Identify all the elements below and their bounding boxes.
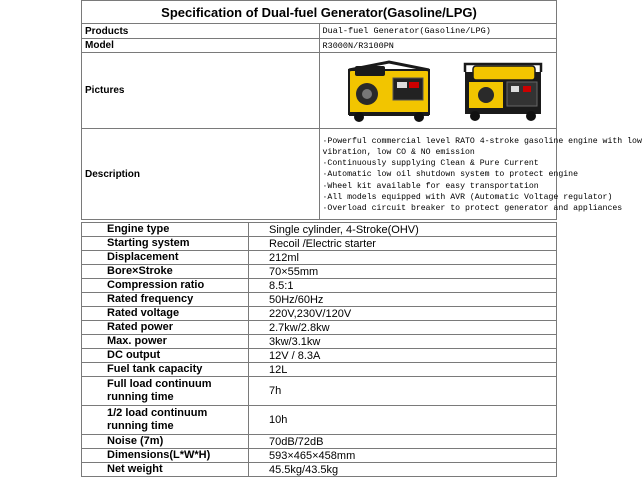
spec-value: 70×55mm xyxy=(249,265,557,279)
description-cell xyxy=(319,129,642,220)
spec-value: 7h xyxy=(249,377,557,406)
spec-key: 1/2 load continuum running time xyxy=(82,406,249,435)
spec-key: Noise (7m) xyxy=(82,435,249,449)
spec-value: 8.5:1 xyxy=(249,279,557,293)
page-title: Specification of Dual-fuel Generator(Gasoline/LPG) xyxy=(82,1,557,24)
description-line: ·Wheel kit available for easy transportation xyxy=(322,181,539,191)
spec-row xyxy=(82,335,557,349)
spec-row xyxy=(82,265,557,279)
header-table xyxy=(81,0,642,220)
spec-row xyxy=(82,279,557,293)
description-line: ·All models equipped with AVR (Automatic Voltage regulator) xyxy=(322,192,613,202)
products-label: Products xyxy=(82,24,320,39)
products-value: Dual-fuel Generator(Gasoline/LPG) xyxy=(319,24,557,39)
spec-row xyxy=(82,237,557,251)
spec-value: 212ml xyxy=(249,251,557,265)
spec-row xyxy=(82,307,557,321)
spec-key: Dimensions(L*W*H) xyxy=(82,449,249,463)
spec-row xyxy=(82,223,557,237)
pictures-row xyxy=(82,53,557,129)
description-line: ·Automatic low oil shutdown system to protect engine xyxy=(322,170,578,180)
spec-row xyxy=(82,363,557,377)
description-line: vibration, low CO & NO emission xyxy=(322,147,475,157)
specification-table xyxy=(81,222,557,477)
description-row xyxy=(82,129,557,220)
spec-key: Starting system xyxy=(82,237,249,251)
spec-value: 70dB/72dB xyxy=(249,435,557,449)
spec-key: Rated power xyxy=(82,321,249,335)
spec-key: Engine type xyxy=(82,223,249,237)
spec-key: DC output xyxy=(82,349,249,363)
pictures-cell xyxy=(319,53,557,129)
model-row xyxy=(82,39,557,53)
spec-value: 45.5kg/43.5kg xyxy=(249,463,557,477)
pictures-label: Pictures xyxy=(82,53,320,129)
spec-key: Fuel tank capacity xyxy=(82,363,249,377)
spec-key: Bore×Stroke xyxy=(82,265,249,279)
spec-key: Displacement xyxy=(82,251,249,265)
spec-value: 3kw/3.1kw xyxy=(249,335,557,349)
spec-row xyxy=(82,449,557,463)
model-label: Model xyxy=(82,39,320,53)
spec-key: Full load continuum running time xyxy=(82,377,249,406)
spec-row xyxy=(82,463,557,477)
generator-photo-1 xyxy=(345,60,433,122)
spec-value: 2.7kw/2.8kw xyxy=(249,321,557,335)
spec-row xyxy=(82,293,557,307)
spec-value: 50Hz/60Hz xyxy=(249,293,557,307)
description-line: ·Continuously supplying Clean & Pure Current xyxy=(322,159,539,169)
spec-value: 220V,230V/120V xyxy=(249,307,557,321)
spec-row xyxy=(82,377,557,406)
spec-value: 12V / 8.3A xyxy=(249,349,557,363)
spec-row xyxy=(82,251,557,265)
spec-sheet xyxy=(81,0,642,480)
spec-value: 12L xyxy=(249,363,557,377)
products-row xyxy=(82,24,557,39)
spec-value: 593×465×458mm xyxy=(249,449,557,463)
spec-row xyxy=(82,435,557,449)
description-label: Description xyxy=(82,129,320,220)
description-line: ·Overload circuit breaker to protect generator and appliances xyxy=(322,204,623,213)
spec-value: 10h xyxy=(249,406,557,435)
spec-key: Net weight xyxy=(82,463,249,477)
spec-key: Max. power xyxy=(82,335,249,349)
generator-photo-2 xyxy=(459,60,547,122)
spec-key: Rated frequency xyxy=(82,293,249,307)
spec-row xyxy=(82,406,557,435)
description-line: ·Powerful commercial level RATO 4-stroke gasoline engine with low xyxy=(322,136,642,146)
spec-row xyxy=(82,349,557,363)
spec-key: Rated voltage xyxy=(82,307,249,321)
spec-value: Recoil /Electric starter xyxy=(249,237,557,251)
model-value: R3000N/R3100PN xyxy=(319,39,557,53)
spec-row xyxy=(82,321,557,335)
spec-value: Single cylinder, 4-Stroke(OHV) xyxy=(249,223,557,237)
spec-key: Compression ratio xyxy=(82,279,249,293)
